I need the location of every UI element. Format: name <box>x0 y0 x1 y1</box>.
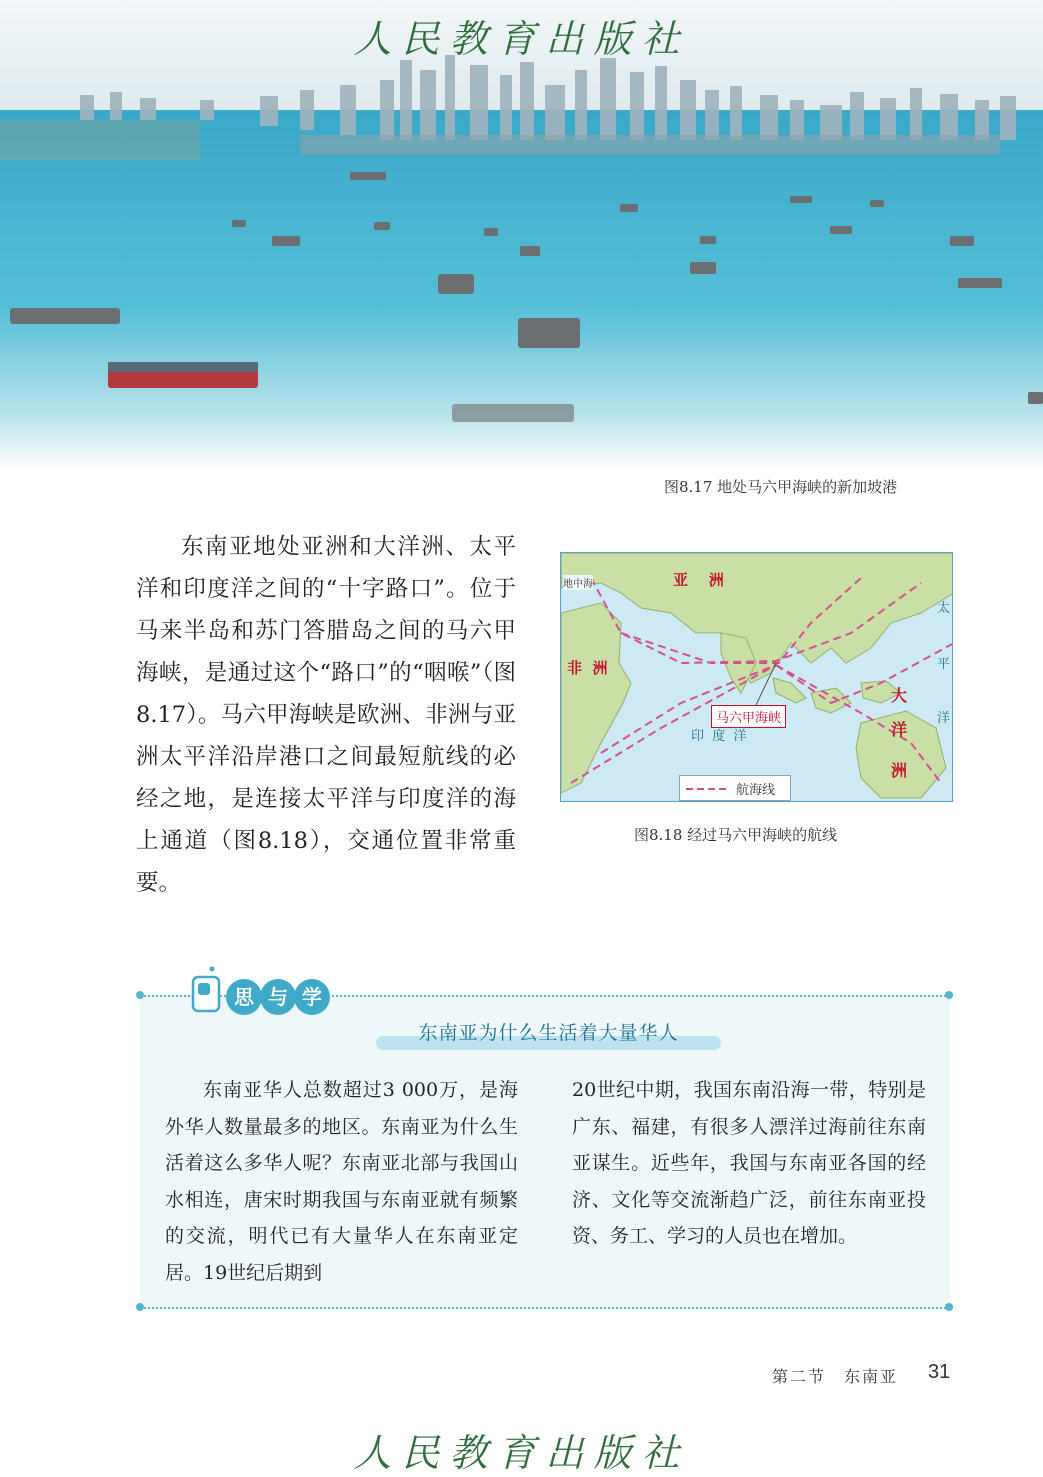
think-learn-badge <box>190 965 330 1017</box>
badge-char-2: 与 <box>260 979 296 1015</box>
left-column-text: 东南亚华人总数超过3 000万，是海外华人数量最多的地区。东南亚为什么生活着这么多华人呢？东南亚北部与我国山水相连，唐宋时期我国与东南亚就有频繁的交流，明代已有大量华人在东南亚定居。19世纪后期到 <box>165 1079 518 1284</box>
main-paragraph: 东南亚地处亚洲和大洋洲、太平洋和印度洋之间的“十字路口”。位于马来半岛和苏门答腊岛之间的马六甲海峡，是通过这个“路口”的“咽喉”（图8.17）。马六甲海峡是欧洲、非洲与亚洲太平洋沿岸港口之间最短航线的必经之地，是连接太平洋与印度洋的海上通道（图8.18），交通位置非常重要。 <box>136 534 516 896</box>
corner-dot <box>136 991 144 999</box>
label-pacific-3: 洋 <box>937 711 951 726</box>
question-text: 东南亚为什么生活着大量华人 <box>418 1022 679 1044</box>
label-mediterranean: 地中海 <box>563 575 593 590</box>
think-learn-left-column <box>165 1072 518 1291</box>
badge-char-3: 学 <box>294 979 330 1015</box>
main-paragraph-block <box>136 526 516 904</box>
book-icon <box>190 965 224 1017</box>
label-oceania-2: 洋 <box>891 720 908 739</box>
footer-section: 第二节 <box>772 1367 827 1386</box>
footer-chapter-title: 东南亚 <box>844 1367 899 1386</box>
publisher-watermark-bottom: 人民教育出版社 <box>353 1431 690 1475</box>
label-malacca-strait: 马六甲海峡 <box>711 705 786 728</box>
page-number: 31 <box>928 1361 951 1383</box>
corner-dot <box>945 991 953 999</box>
figure-8-17-caption: 图8.17 地处马六甲海峡的新加坡港 <box>664 478 898 496</box>
label-pacific-2: 平 <box>937 657 951 672</box>
label-pacific-1: 太 <box>937 601 951 616</box>
corner-dot <box>136 1303 144 1311</box>
right-column-text: 20世纪中期，我国东南沿海一带，特别是广东、福建，有很多人漂洋过海前往东南亚谋生。近些年，我国与东南亚各国的经济、文化等交流渐趋广泛，前往东南亚投资、务工、学习的人员也在增加。 <box>572 1079 926 1247</box>
think-box-bottom-border <box>140 1307 950 1309</box>
label-oceania-1: 大 <box>891 686 908 705</box>
footer-section-label <box>772 1364 898 1387</box>
label-oceania-3: 洲 <box>891 761 908 780</box>
legend-label: 航海线 <box>736 783 776 798</box>
singapore-port-photo <box>0 0 1043 470</box>
think-learn-question <box>376 1018 721 1052</box>
map-legend <box>679 775 791 801</box>
shipping-routes-map <box>560 552 953 802</box>
label-asia: 亚 洲 <box>673 571 724 589</box>
publisher-watermark-top: 人民教育出版社 <box>353 17 690 61</box>
think-learn-right-column <box>572 1072 926 1255</box>
label-africa: 非 洲 <box>567 659 608 677</box>
figure-8-18-caption: 图8.18 经过马六甲海峡的航线 <box>634 826 838 844</box>
corner-dot <box>945 1303 953 1311</box>
label-indian-ocean: 印 度 洋 <box>691 729 747 744</box>
badge-char-1: 思 <box>226 979 262 1015</box>
